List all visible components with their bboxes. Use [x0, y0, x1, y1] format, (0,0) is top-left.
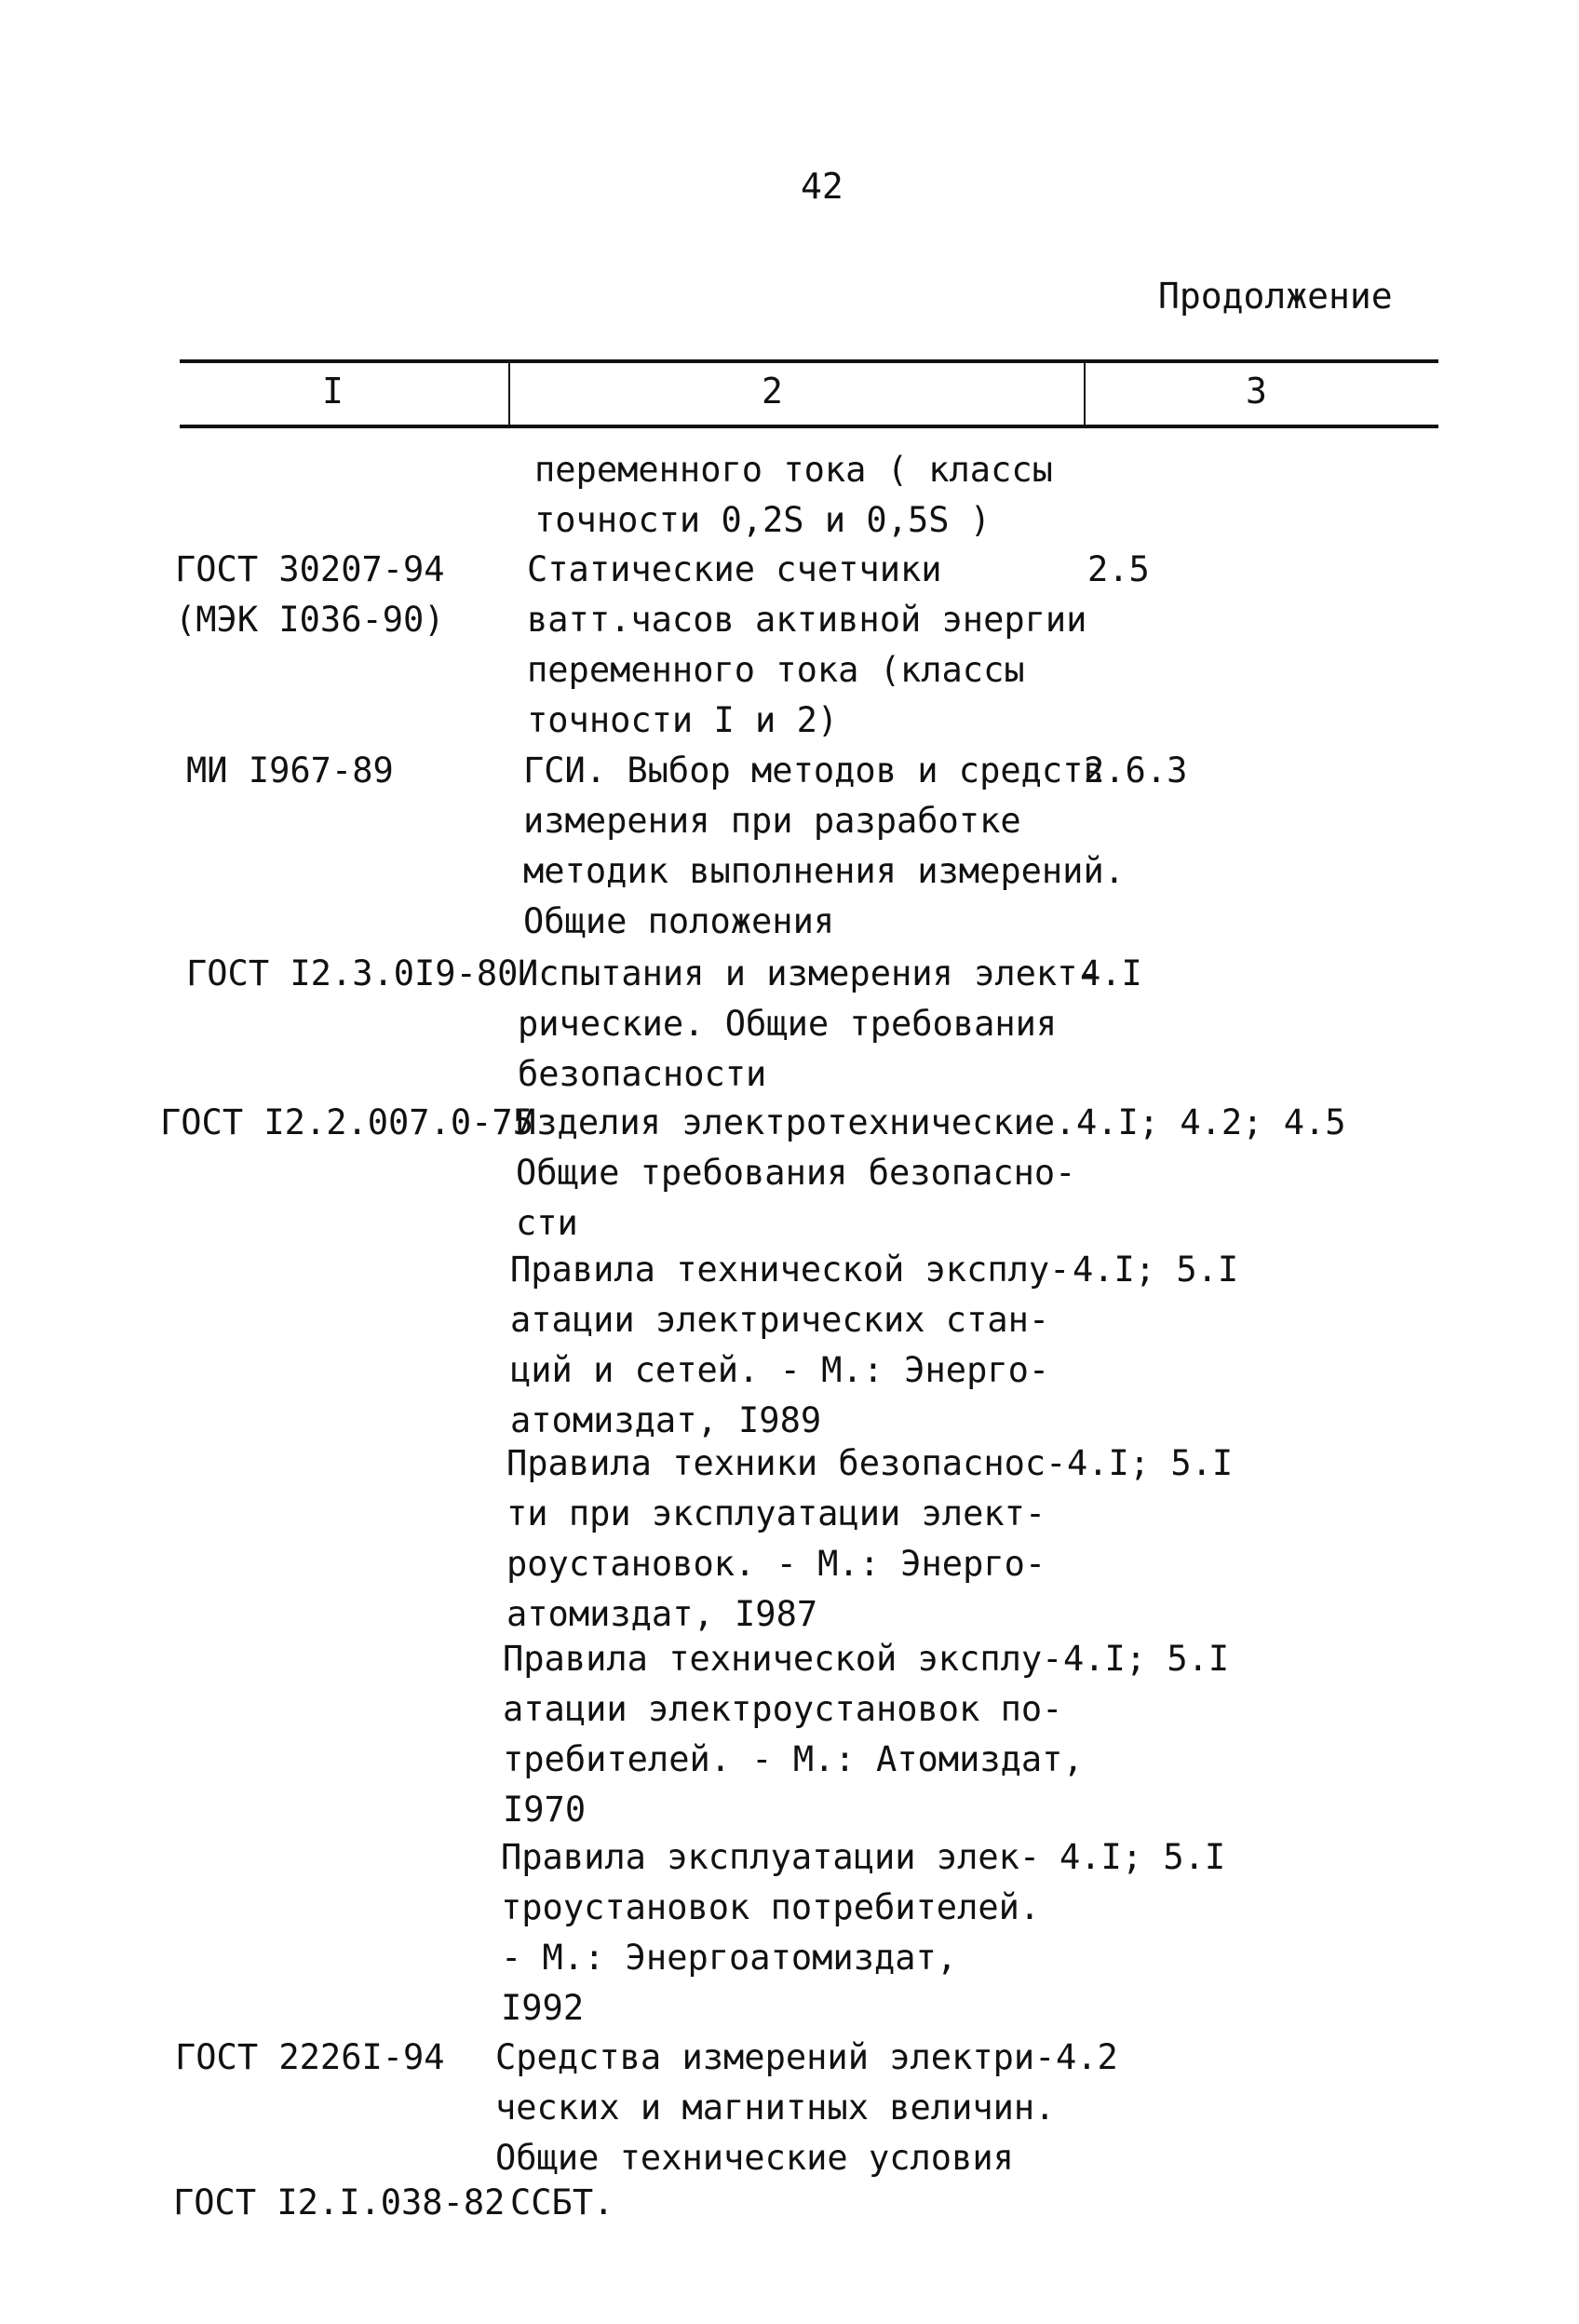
table-header-rule [180, 425, 1438, 428]
row-3-ref: 4.I [1080, 953, 1142, 993]
column-separator-1 [508, 363, 510, 425]
page-number: 42 [801, 166, 843, 207]
row-4-title: Изделия электротехнические. Общие требования безопасно- сти [516, 1102, 1076, 1243]
row-9-ref: 4.2 [1056, 2037, 1118, 2077]
row-1-title: Статические счетчики ватт.часов активной энергии переменного тока (классы точности I и 2) [527, 549, 1087, 740]
row-6-title: Правила техники безопаснос- ти при эксплуатации элект- роустановок. - М.: Энерго- атомиздат, I987 [506, 1443, 1067, 1634]
row-2-ref: 2.6.3 [1084, 750, 1188, 790]
column-header-1: I [322, 371, 344, 412]
row-5-ref: 4.I; 5.I [1073, 1250, 1239, 1290]
row-2-title: ГСИ. Выбор методов и средств измерения при разработке методик выполнения измерений. Общие положения [523, 750, 1126, 941]
row-7-ref: 4.I; 5.I [1063, 1639, 1230, 1679]
column-header-2: 2 [762, 371, 783, 412]
column-separator-2 [1084, 363, 1086, 425]
row-1-ref: 2.5 [1087, 549, 1150, 589]
column-header-3: 3 [1246, 371, 1267, 412]
row-1-doc: ГОСТ 30207-94 (МЭК I036-90) [175, 549, 445, 640]
row-2-doc: МИ I967-89 [186, 750, 394, 790]
row-0-title: переменного тока ( классы точности 0,2S и 0,5S ) [534, 450, 1053, 540]
row-6-ref: 4.I; 5.I [1067, 1443, 1234, 1483]
row-9-doc: ГОСТ 2226I-94 [175, 2037, 445, 2077]
row-8-title: Правила эксплуатации элек- троустановок потребителей. - М.: Энергоатомиздат, I992 [501, 1837, 1041, 2028]
table-top-rule [180, 359, 1438, 363]
row-3-title: Испытания и измерения элект- рические. Общие требования безопасности [518, 953, 1099, 1094]
row-9-title: Средства измерений электри- ческих и магнитных величин. Общие технические условия [495, 2037, 1056, 2178]
row-5-title: Правила технической эксплу- атации электрических стан- ций и сетей. - М.: Энерго- атомиздат, I989 [510, 1250, 1071, 1440]
continuation-label: Продолжение [1158, 276, 1393, 317]
row-4-doc: ГОСТ I2.2.007.0-75 [160, 1102, 533, 1142]
row-10-doc: ГОСТ I2.I.038-82 [173, 2182, 506, 2223]
row-7-title: Правила технической эксплу- атации электроустановок по- требителей. - М.: Атомиздат, I970 [503, 1639, 1084, 1830]
row-3-doc: ГОСТ I2.3.0I9-80 [186, 953, 519, 993]
row-4-ref: 4.I; 4.2; 4.5 [1076, 1102, 1346, 1142]
row-8-ref: 4.I; 5.I [1059, 1837, 1226, 1877]
row-10-title: ССБТ. [510, 2182, 614, 2223]
